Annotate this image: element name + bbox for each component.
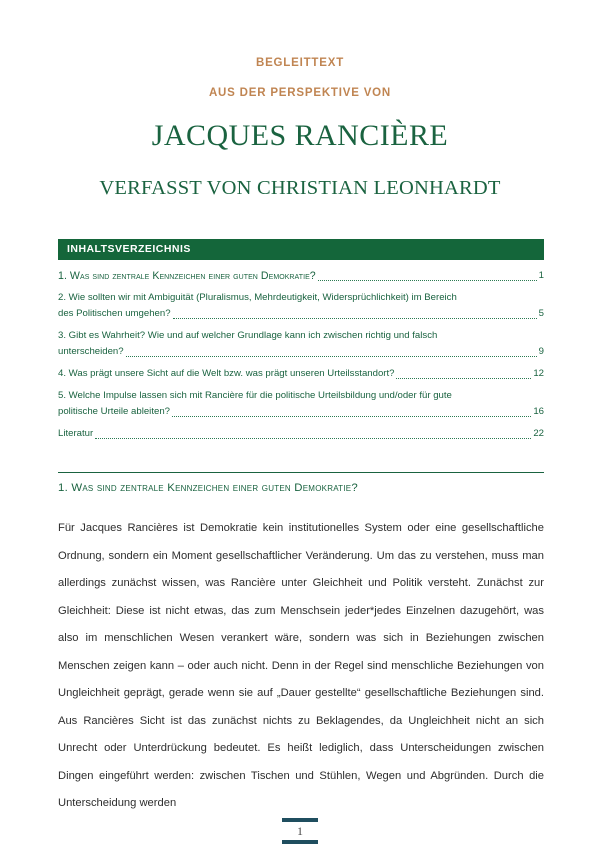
footer-bar-bottom [282,840,318,844]
section-1-paragraph: Für Jacques Rancières ist Demokratie kein institutionelles System oder eine gesellschaftliche Ordnung, sondern ein Moment gesellschaftlicher Veränderung. Um das zu verstehen, muss man allerdings zunächst wissen, was Rancière unter Gleichheit und Politik versteht. Zunächst zur Gleichheit: Diese ist nicht etwas, das zum Menschsein jeder*jedes Einzelnen dazugehört, was also im menschlichen Wesen verankert wäre, sondern was sich in Beziehungen zwischen Menschen zeigen kann – oder auch nicht. Denn in der Regel sind menschliche Beziehungen von Ungleichheit geprägt, gerade wenn sie auf „Dauer gestellte“ gesellschaftliche Beziehungen sind. Aus Rancières Sicht ist das zunächst nichts zu Beklagendes, da Ungleichheit nicht an sich Unrecht oder Unterdrückung bedeutet. Es heißt lediglich, dass Unterscheidungen zwischen Dingen eingeführt werden: zwischen Tischen und Stühlen, Wegen und Abgründen. Durch die Unterscheidung werden [58,522,544,810]
toc-entry-3-label-line1: 3. Gibt es Wahrheit? Wie und auf welcher Grundlage kann ich zwischen richtig und falsch [58,330,438,342]
toc-leader-dots [126,355,537,357]
toc-leader-dots [318,279,537,281]
toc-entry-literatur-label: Literatur [58,428,94,440]
page-number-group [282,818,318,844]
toc-entry-1-page: 1 [538,270,544,282]
toc-entry-2-label-line2: des Politischen umgehen? [58,308,171,320]
toc-entry-2-page: 5 [538,308,544,320]
toc-entry-5-label-line1: 5. Welche Impulse lassen sich mit Rancière für die politische Urteilsbildung und/oder für gute [58,390,452,402]
toc-entry-4-label: 4. Was prägt unsere Sicht auf die Welt bzw. was prägt unseren Urteilsstandort? [58,368,395,380]
toc-entry-5-label-line2: politische Urteile ableiten? [58,406,170,418]
toc-body [58,260,544,442]
toc-entry-literatur[interactable] [58,426,544,442]
toc-header: INHALTSVERZEICHNIS [58,239,544,260]
title-block [0,0,600,199]
document-kicker-line1: BEGLEITTEXT [255,57,345,69]
toc-entry-3[interactable] [58,328,544,360]
toc-entry-4-page: 12 [533,368,544,380]
section-1 [58,472,544,818]
toc-entry-2[interactable] [58,290,544,322]
page-title: JACQUES RANCIÈRE [151,119,449,152]
toc-entry-1[interactable] [58,268,544,284]
toc-leader-dots [173,317,537,319]
page-footer [0,818,600,844]
toc-leader-dots [95,437,531,439]
toc-entry-1-label: 1. Was sind zentrale Kennzeichen einer guten Demokratie? [58,270,316,283]
toc-leader-dots [396,377,531,379]
document-author: VERFASST VON CHRISTIAN LEONHARDT [99,176,501,199]
table-of-contents [58,239,544,442]
toc-entry-5[interactable] [58,388,544,420]
toc-entry-5-page: 16 [533,406,544,418]
toc-entry-literatur-page: 22 [533,428,544,440]
toc-entry-3-label-line2: unterscheiden? [58,346,124,358]
toc-entry-4[interactable] [58,366,544,382]
toc-leader-dots [172,415,531,417]
page-number: 1 [297,824,303,838]
section-divider [58,472,544,473]
section-1-heading: 1. Was sind zentrale Kennzeichen einer guten Demokratie? [58,482,358,495]
toc-entry-3-page: 9 [538,346,544,358]
toc-entry-2-label-line1: 2. Wie sollten wir mit Ambiguität (Pluralismus, Mehrdeutigkeit, Widersprüchlichkeit) im Bereich [58,292,457,304]
document-kicker-line2: AUS DER PERSPEKTIVE VON [208,86,392,99]
